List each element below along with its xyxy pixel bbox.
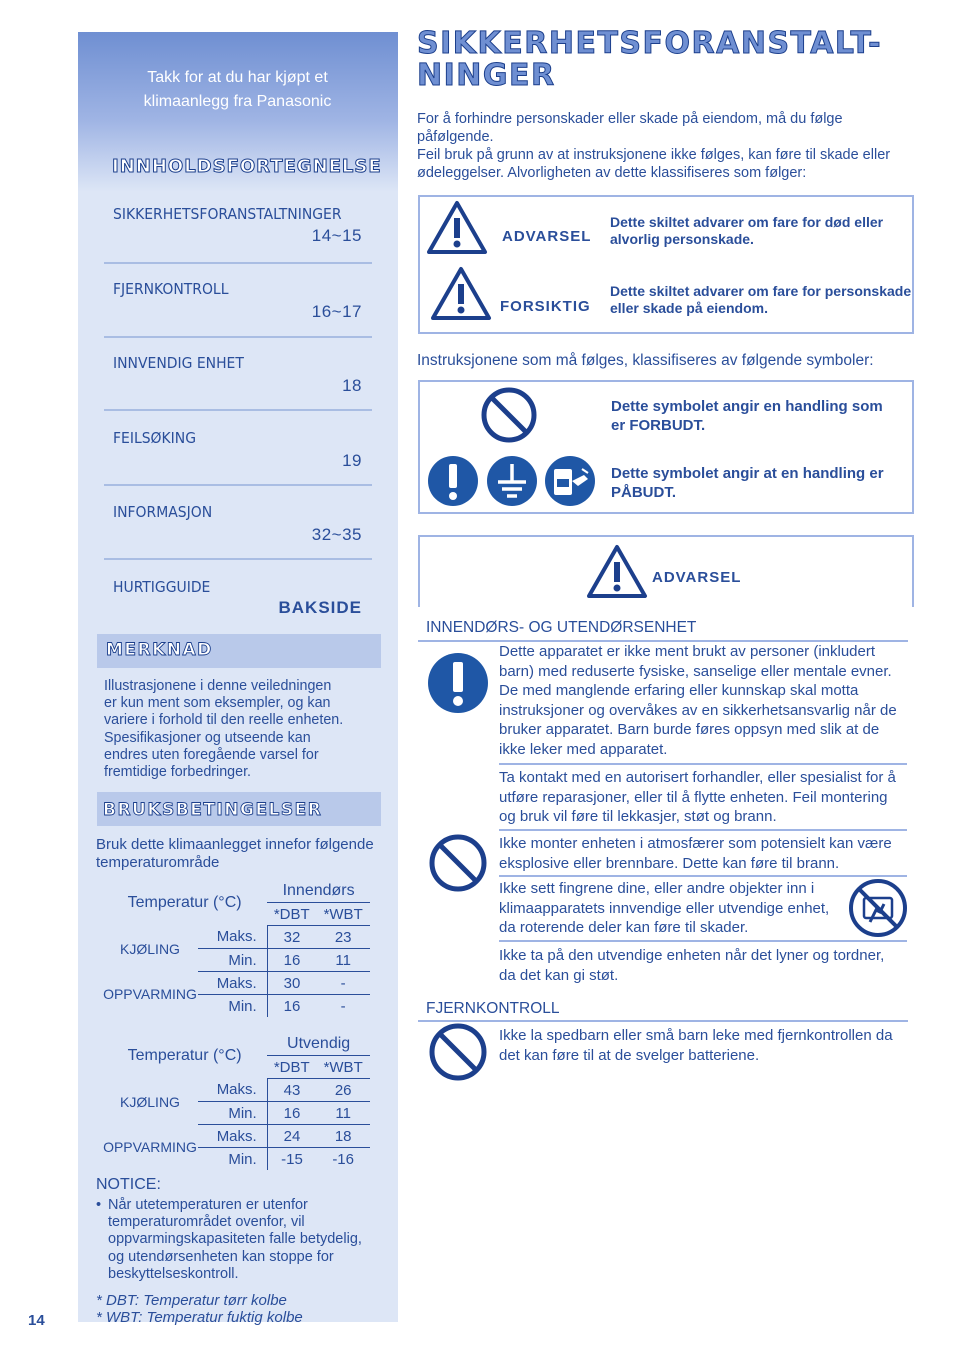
toc-item-indoor[interactable]: INNVENDIG ENHET [113,354,244,372]
warning-label: ADVARSEL [502,228,592,245]
intro-line: ødeleggelser. Alvorligheten av dette klassifiseres som følger: [417,165,807,181]
col-wbt: *WBT [316,1056,370,1079]
dbt-cell: 16 [283,997,301,1015]
intro-line: påfølgende. [417,129,494,145]
mandatory-text-line: Dette symbolet angir at en handling er [611,465,884,482]
para-line: utføre reparasjoner, eller til å flytte enheten. Feil montering [499,788,888,806]
prohibited-icon [428,1022,488,1087]
conditions-title: BRUKSBETINGELSER [103,800,323,820]
para-line: Ikke monter enheten i atmosfærer som potensielt kan være [499,835,892,852]
page-title-line: SIKKERHETSFORANSTALT- [417,26,883,61]
dbt-cell: 32 [267,926,316,949]
intro-text [417,110,937,182]
dbt-cell: -15 [281,1150,303,1168]
toc-title: INNHOLDSFORTEGNELSE [112,156,382,177]
wbt-cell: 23 [316,926,370,949]
toc-divider [104,262,372,264]
toc-item-quickguide[interactable]: HURTIGGUIDE [113,578,211,596]
thanks-line-2: klimaanlegg fra Panasonic [143,93,332,110]
toc-divider [104,336,372,338]
forbidden-text-line: Dette symbolet angir en handling som [611,398,883,415]
paragraph-batteries [499,1026,893,1065]
conditions-intro [96,836,386,872]
limit-cell: Min. [198,949,267,972]
para-line: Ikke ta på den utvendige enheten når det lyner og tordner, [499,947,885,964]
mode-cooling: KJØLING [120,940,180,957]
temp-label: Temperatur (°C) [127,1046,242,1064]
toc-divider [104,558,372,560]
wbt-cell: - [316,972,370,995]
col-wbt: *WBT [316,903,370,926]
symbols-intro: Instruksjonene som må følges, klassifiseres av følgende symboler: [417,352,874,369]
wbt-cell: 26 [316,1079,370,1102]
page-number: 14 [28,1312,45,1329]
notice-line: Når utetemperaturen er utenfor [108,1197,308,1213]
para-line: Dette apparatet er ikke ment brukt av personer (inkludert [499,643,876,660]
page-title-line: NINGER [417,58,556,93]
dbt-cell: 43 [267,1079,316,1102]
notice-title: NOTICE: [96,1176,161,1193]
para-line: klimaapparatets innvendige eller utvendige enhet, [499,899,830,917]
para-line: Ta kontakt med en autorisert forhandler, eller spesialist for å [499,769,896,786]
para-line: da det kan gi støt. [499,966,619,984]
indoor-group-label: Innendørs [282,882,355,899]
notice-line: og utendørsenheten kan stoppe for [108,1248,334,1265]
para-line: da roterende deler kan føre til skader. [499,919,749,936]
toc-page-remote: 16~17 [311,302,362,321]
toc-item-info[interactable]: INFORMASJON [113,503,213,521]
caution-label: FORSIKTIG [500,298,591,315]
note-line: endres uten foregående varsel for [104,746,319,763]
conditions-intro-line: Bruk dette klimaanlegget innefor følgende [96,836,374,853]
toc-page-info: 32~35 [311,525,362,544]
notice-text [108,1197,383,1283]
limit-cell: Maks. [198,926,267,949]
limit-cell: Min. [198,1148,267,1171]
ground-icon [486,455,538,512]
prohibited-icon [480,386,538,449]
toc-item-troubleshoot[interactable]: FEILSØKING [113,429,197,447]
paragraph-divider [499,875,907,877]
section-units-title: INNENDØRS- OG UTENDØRSENHET [426,619,697,636]
toc-item-safety[interactable]: SIKKERHETSFORANSTALTNINGER [113,205,342,223]
warning-desc [610,214,883,248]
thanks-line-1: Takk for at du har kjøpt et [147,69,328,86]
toc-page-troubleshoot: 19 [342,451,362,470]
warning-triangle-icon [426,200,488,261]
limit-cell: Maks. [198,972,267,995]
limit-cell: Maks. [198,1125,267,1148]
toc-page-indoor: 18 [342,376,362,395]
page-title [417,28,882,92]
outdoor-temp-table [102,1033,370,1170]
para-line: Ikke sett fingrene dine, eller andre objekter inn i [499,880,815,897]
notice-line: temperaturområdet ovenfor, vil [108,1214,305,1231]
prohibited-icon [428,833,488,898]
no-fingers-icon [848,878,908,943]
note-text [104,678,374,781]
outdoor-group-label: Utvendig [287,1035,351,1052]
footnote-wbt: * WBT: Temperatur fuktig kolbe [96,1309,303,1326]
warning-heading: ADVARSEL [652,569,742,586]
section-divider [418,1020,908,1022]
dbt-cell: 30 [267,972,316,995]
forbidden-text [611,397,883,435]
paragraph-fingers [499,879,829,938]
col-dbt: *DBT [267,903,316,926]
wbt-cell: -16 [332,1150,354,1168]
col-dbt: *DBT [267,1056,316,1079]
notice-line: oppvarmingskapasiteten falle betydelig, [108,1231,362,1248]
toc-divider [104,409,372,411]
para-line: og bruk vil føre til lekkasjer, støt og brann. [499,808,777,825]
intro-line: For å forhindre personskader eller skade på eiendom, må du følge [417,111,843,127]
caution-desc-line: Dette skiltet advarer om fare for personskade [610,283,912,299]
paragraph-repairs [499,768,896,827]
toc-page-quickguide: BAKSIDE [278,598,362,617]
paragraph-supervision [499,642,897,759]
para-line: De med manglende erfaring eller kunnskap skal motta [499,682,859,699]
mandatory-text-line: PÅBUDT. [611,484,677,501]
dbt-cell: 16 [267,949,316,972]
mode-cooling: KJØLING [120,1093,180,1110]
warning-triangle-icon [586,544,648,605]
limit-cell: Min. [198,1102,267,1125]
para-line: ikke leker med apparatet. [499,740,668,758]
note-line: variere i forhold til den reelle enheten. [104,712,344,729]
warning-desc-line: alvorlig personskade. [610,231,754,247]
limit-cell: Min. [198,995,267,1018]
para-line: det kan føre til at de svelger batteriene. [499,1046,760,1064]
wbt-cell: 11 [316,1102,370,1125]
caution-desc-line: eller skade på eiendom. [610,300,768,316]
para-line: barn) med reduserte fysiske, sanselige eller mentale evner. [499,662,892,680]
intro-line: Feil bruk på grunn av at instruksjonene ikke følges, kan føre til skade eller [417,147,891,163]
mandatory-icon [427,455,479,512]
dbt-cell: 24 [267,1125,316,1148]
paragraph-divider [499,763,907,765]
mandatory-text [611,464,884,502]
toc-page-safety: 14~15 [311,226,362,245]
para-line: eksplosive eller brennbare. Dette kan føre til brann. [499,854,840,872]
notice-line: beskyttelseskontroll. [108,1265,239,1282]
mode-heating: OPPVARMING [103,1139,197,1156]
dbt-cell: 16 [267,1102,316,1125]
para-line: Ikke la spedbarn eller små barn leke med fjernkontrollen da [499,1027,893,1044]
note-title: MERKNAD [106,640,213,660]
wbt-cell: 18 [316,1125,370,1148]
indoor-temp-table [102,880,370,1017]
caution-triangle-icon [430,266,492,327]
para-line: bruker apparatet. Barn burde føres oppsyn med slik at de [499,721,880,738]
section-remote-title: FJERNKONTROLL [426,1000,560,1017]
mandatory-icon [427,652,489,719]
para-line: instruksjoner og overvåkes av en sikkerhetsansvarlig når de [499,701,897,719]
temp-label: Temperatur (°C) [127,893,242,911]
toc-divider [104,484,372,486]
note-line: er kun ment som eksempler, og kan [104,695,331,712]
paragraph-divider [499,829,907,831]
forbidden-text-line: er FORBUDT. [611,417,706,434]
wbt-cell: - [340,997,346,1015]
caution-desc [610,283,911,317]
conditions-intro-line: temperaturområde [96,854,220,871]
note-line: Spesifikasjoner og utseende kan [104,729,311,746]
bullet-icon: • [96,1197,102,1213]
toc-item-remote[interactable]: FJERNKONTROLL [113,280,229,298]
limit-cell: Maks. [198,1079,267,1102]
paragraph-explosive [499,834,892,873]
note-line: Illustrasjonene i denne veiledningen [104,678,332,694]
note-line: fremtidige forbedringer. [104,764,252,781]
wbt-cell: 11 [316,949,370,972]
unplug-icon [544,455,596,512]
warning-desc-line: Dette skiltet advarer om fare for død eller [610,214,884,230]
footnote-dbt: * DBT: Temperatur tørr kolbe [96,1292,287,1309]
mode-heating: OPPVARMING [103,986,197,1003]
paragraph-lightning [499,946,884,985]
paragraph-divider [499,940,907,942]
